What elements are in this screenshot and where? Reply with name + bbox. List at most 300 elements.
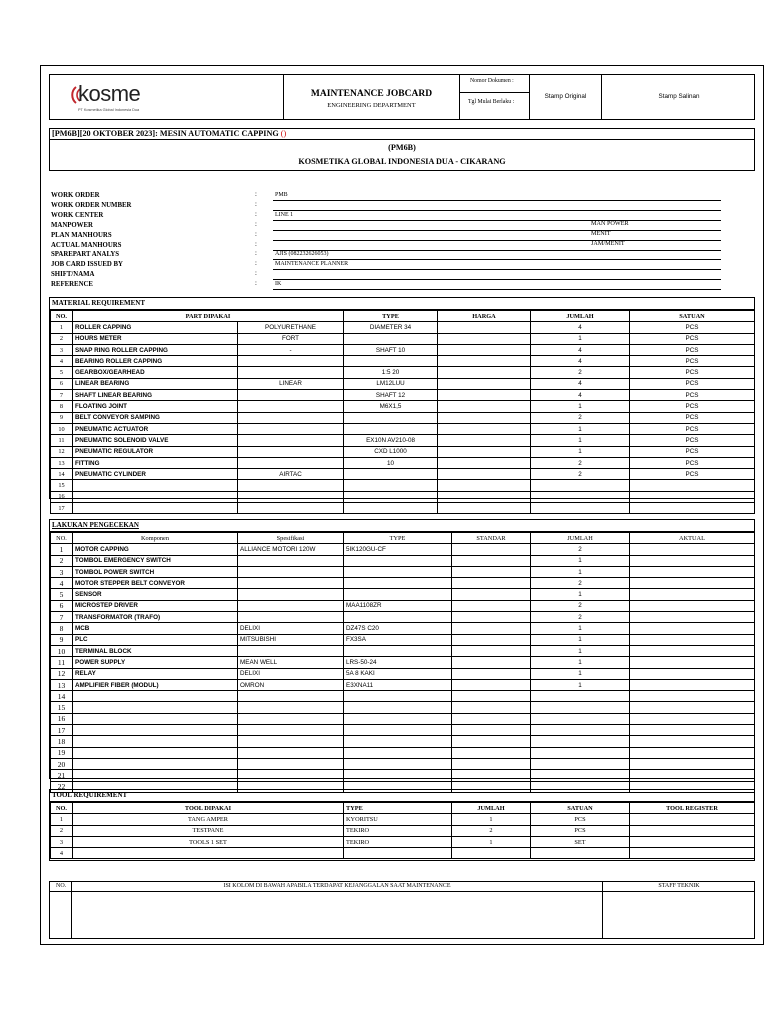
table-cell[interactable] <box>452 634 531 645</box>
table-cell[interactable] <box>452 691 531 702</box>
table-cell[interactable] <box>344 423 438 434</box>
table-cell[interactable] <box>531 702 630 713</box>
table-cell[interactable]: AIRTAC <box>238 469 344 480</box>
table-cell[interactable] <box>73 480 238 491</box>
table-cell[interactable]: 16 <box>51 491 73 502</box>
table-cell[interactable] <box>531 736 630 747</box>
table-cell[interactable]: TERMINAL BLOCK <box>73 645 238 656</box>
table-cell[interactable]: 10 <box>51 423 73 434</box>
table-cell[interactable] <box>73 770 238 781</box>
table-cell[interactable]: 7 <box>51 390 73 401</box>
table-cell[interactable] <box>438 378 531 389</box>
table-cell[interactable]: 14 <box>51 691 73 702</box>
table-cell[interactable] <box>452 600 531 611</box>
table-cell[interactable] <box>438 344 531 355</box>
table-cell[interactable] <box>630 758 755 769</box>
table-cell[interactable]: 1 <box>51 544 73 555</box>
table-cell[interactable]: SHAFT 10 <box>344 344 438 355</box>
info-value-field[interactable] <box>273 270 721 280</box>
table-cell[interactable] <box>452 713 531 724</box>
table-cell[interactable] <box>630 600 755 611</box>
table-cell[interactable]: MAA1108ZR <box>344 600 452 611</box>
table-cell[interactable] <box>73 691 238 702</box>
table-cell[interactable] <box>630 814 755 825</box>
table-cell[interactable]: AMPLIFIER FIBER (MODUL) <box>73 679 238 690</box>
table-cell[interactable]: PCS <box>630 367 755 378</box>
table-cell[interactable]: PCS <box>630 401 755 412</box>
table-cell[interactable] <box>630 770 755 781</box>
table-cell[interactable]: BEARING ROLLER CAPPING <box>73 356 238 367</box>
table-cell[interactable]: TOMBOL POWER SWITCH <box>73 566 238 577</box>
table-cell[interactable] <box>630 555 755 566</box>
table-cell[interactable]: 13 <box>51 679 73 690</box>
table-cell[interactable]: 17 <box>51 503 73 514</box>
table-cell[interactable]: 1 <box>531 634 630 645</box>
table-cell[interactable]: 1 <box>531 333 630 344</box>
table-cell[interactable] <box>238 713 344 724</box>
table-cell[interactable] <box>344 713 452 724</box>
table-cell[interactable] <box>73 736 238 747</box>
table-cell[interactable] <box>630 702 755 713</box>
table-cell[interactable]: MOTOR CAPPING <box>73 544 238 555</box>
table-cell[interactable] <box>344 356 438 367</box>
table-cell[interactable]: TRANSFORMATOR (TRAFO) <box>73 612 238 623</box>
table-cell[interactable] <box>630 725 755 736</box>
table-cell[interactable] <box>452 544 531 555</box>
table-cell[interactable]: PCS <box>630 378 755 389</box>
table-cell[interactable] <box>452 555 531 566</box>
table-cell[interactable]: M6X1,5 <box>344 401 438 412</box>
table-cell[interactable]: 2 <box>51 333 73 344</box>
table-cell[interactable] <box>630 668 755 679</box>
table-cell[interactable]: 5 <box>51 589 73 600</box>
table-cell[interactable]: 12 <box>51 668 73 679</box>
table-cell[interactable] <box>238 758 344 769</box>
table-cell[interactable]: 10 <box>51 645 73 656</box>
table-cell[interactable]: 14 <box>51 469 73 480</box>
table-cell[interactable]: 11 <box>51 435 73 446</box>
table-cell[interactable] <box>438 367 531 378</box>
table-cell[interactable] <box>452 736 531 747</box>
table-cell[interactable] <box>344 491 438 502</box>
table-cell[interactable]: ALLIANCE MOTORI 120W <box>238 544 344 555</box>
table-cell[interactable] <box>344 480 438 491</box>
table-cell[interactable]: PLC <box>73 634 238 645</box>
table-cell[interactable] <box>452 645 531 656</box>
table-cell[interactable]: 1 <box>531 401 630 412</box>
table-cell[interactable]: 2 <box>531 412 630 423</box>
table-cell[interactable]: 4 <box>51 578 73 589</box>
table-cell[interactable] <box>238 612 344 623</box>
table-cell[interactable] <box>238 367 344 378</box>
table-cell[interactable]: PCS <box>630 446 755 457</box>
table-cell[interactable]: 1 <box>531 679 630 690</box>
table-cell[interactable]: PCS <box>630 356 755 367</box>
table-cell[interactable]: TESTPANE <box>73 825 344 836</box>
table-cell[interactable] <box>73 758 238 769</box>
table-cell[interactable]: 2 <box>531 367 630 378</box>
table-cell[interactable]: 2 <box>531 578 630 589</box>
table-cell[interactable]: 16 <box>51 713 73 724</box>
table-cell[interactable]: FORT <box>238 333 344 344</box>
table-cell[interactable] <box>238 600 344 611</box>
table-cell[interactable] <box>630 848 755 859</box>
table-cell[interactable] <box>531 480 630 491</box>
table-cell[interactable]: 8 <box>51 401 73 412</box>
table-cell[interactable] <box>452 566 531 577</box>
table-cell[interactable] <box>238 446 344 457</box>
table-cell[interactable]: MOTOR STEPPER BELT CONVEYOR <box>73 578 238 589</box>
table-cell[interactable] <box>630 634 755 645</box>
table-cell[interactable]: 1 <box>51 814 73 825</box>
table-cell[interactable]: EX10N AV210-08 <box>344 435 438 446</box>
table-cell[interactable] <box>630 645 755 656</box>
table-cell[interactable]: DELIXI <box>238 623 344 634</box>
table-cell[interactable] <box>531 691 630 702</box>
table-cell[interactable] <box>73 725 238 736</box>
table-cell[interactable]: 2 <box>531 469 630 480</box>
table-cell[interactable]: 1 <box>531 446 630 457</box>
table-cell[interactable]: PCS <box>630 423 755 434</box>
table-cell[interactable] <box>238 555 344 566</box>
table-cell[interactable]: FX3SA <box>344 634 452 645</box>
table-cell[interactable] <box>438 390 531 401</box>
table-cell[interactable]: 4 <box>531 390 630 401</box>
table-cell[interactable]: 2 <box>531 612 630 623</box>
table-cell[interactable]: FITTING <box>73 457 238 468</box>
table-cell[interactable] <box>344 725 452 736</box>
table-cell[interactable] <box>438 333 531 344</box>
table-cell[interactable]: 15 <box>51 480 73 491</box>
table-cell[interactable]: 1 <box>531 589 630 600</box>
table-cell[interactable] <box>452 668 531 679</box>
table-cell[interactable]: HOURS METER <box>73 333 238 344</box>
table-cell[interactable]: 5IK120GU-CF <box>344 544 452 555</box>
table-cell[interactable]: 4 <box>531 344 630 355</box>
table-cell[interactable] <box>531 770 630 781</box>
table-cell[interactable] <box>630 612 755 623</box>
table-cell[interactable] <box>238 736 344 747</box>
table-cell[interactable]: RELAY <box>73 668 238 679</box>
staff-signature-area[interactable] <box>605 894 753 937</box>
table-cell[interactable]: 10 <box>344 457 438 468</box>
table-cell[interactable] <box>452 848 531 859</box>
table-cell[interactable]: PNEUMATIC CYLINDER <box>73 469 238 480</box>
info-value-field[interactable]: MAINTENANCE PLANNER <box>273 260 721 270</box>
table-cell[interactable]: PCS <box>531 825 630 836</box>
table-cell[interactable] <box>238 480 344 491</box>
table-cell[interactable] <box>452 725 531 736</box>
info-value-field[interactable] <box>273 201 721 211</box>
table-cell[interactable]: BELT CONVEYOR SAMPING <box>73 412 238 423</box>
table-cell[interactable]: LINEAR BEARING <box>73 378 238 389</box>
table-cell[interactable] <box>344 758 452 769</box>
table-cell[interactable] <box>438 322 531 333</box>
table-cell[interactable]: ROLLER CAPPING <box>73 322 238 333</box>
table-cell[interactable]: PNEUMATIC ACTUATOR <box>73 423 238 434</box>
table-cell[interactable] <box>238 702 344 713</box>
table-cell[interactable] <box>344 333 438 344</box>
table-cell[interactable]: 3 <box>51 566 73 577</box>
table-cell[interactable] <box>630 657 755 668</box>
table-cell[interactable]: 19 <box>51 747 73 758</box>
table-cell[interactable]: 20 <box>51 758 73 769</box>
table-cell[interactable] <box>344 555 452 566</box>
table-cell[interactable] <box>344 691 452 702</box>
table-cell[interactable] <box>73 848 344 859</box>
table-cell[interactable]: 13 <box>51 457 73 468</box>
table-cell[interactable] <box>630 679 755 690</box>
table-cell[interactable] <box>238 356 344 367</box>
table-cell[interactable]: LM12LUU <box>344 378 438 389</box>
table-cell[interactable] <box>438 446 531 457</box>
table-cell[interactable]: 2 <box>51 825 73 836</box>
table-cell[interactable] <box>630 566 755 577</box>
table-cell[interactable] <box>438 480 531 491</box>
table-cell[interactable] <box>438 435 531 446</box>
table-cell[interactable] <box>452 758 531 769</box>
info-value-field[interactable]: IK <box>273 280 721 290</box>
info-value-field[interactable] <box>273 231 721 241</box>
table-cell[interactable] <box>238 503 344 514</box>
table-cell[interactable] <box>630 544 755 555</box>
table-cell[interactable]: 1 <box>531 566 630 577</box>
table-cell[interactable]: PCS <box>630 412 755 423</box>
table-cell[interactable] <box>238 589 344 600</box>
table-cell[interactable] <box>531 758 630 769</box>
table-cell[interactable] <box>344 612 452 623</box>
table-cell[interactable] <box>344 736 452 747</box>
table-cell[interactable]: 5A 8 KAKI <box>344 668 452 679</box>
table-cell[interactable] <box>344 503 438 514</box>
table-cell[interactable] <box>344 578 452 589</box>
table-cell[interactable]: 4 <box>531 378 630 389</box>
table-cell[interactable] <box>344 589 452 600</box>
table-cell[interactable] <box>531 747 630 758</box>
table-cell[interactable] <box>438 423 531 434</box>
table-cell[interactable]: 5 <box>51 367 73 378</box>
table-cell[interactable] <box>73 503 238 514</box>
table-cell[interactable]: PCS <box>630 333 755 344</box>
table-cell[interactable] <box>238 566 344 577</box>
table-cell[interactable] <box>238 457 344 468</box>
table-cell[interactable] <box>630 623 755 634</box>
table-cell[interactable]: PCS <box>630 469 755 480</box>
table-cell[interactable] <box>452 589 531 600</box>
table-cell[interactable] <box>238 691 344 702</box>
table-cell[interactable] <box>238 435 344 446</box>
table-cell[interactable] <box>438 401 531 412</box>
table-cell[interactable] <box>630 503 755 514</box>
table-cell[interactable] <box>630 578 755 589</box>
table-cell[interactable]: 22 <box>51 781 73 792</box>
table-cell[interactable]: SHAFT 12 <box>344 390 438 401</box>
table-cell[interactable]: 1 <box>531 555 630 566</box>
table-cell[interactable]: SHAFT LINEAR BEARING <box>73 390 238 401</box>
table-cell[interactable]: 1 <box>531 657 630 668</box>
table-cell[interactable]: 21 <box>51 770 73 781</box>
table-cell[interactable] <box>630 691 755 702</box>
table-cell[interactable] <box>630 480 755 491</box>
table-cell[interactable]: 1 <box>452 814 531 825</box>
table-cell[interactable]: PCS <box>630 344 755 355</box>
table-cell[interactable]: TOOLS 1 SET <box>73 836 344 847</box>
table-cell[interactable]: 2 <box>51 555 73 566</box>
table-cell[interactable] <box>344 412 438 423</box>
table-cell[interactable]: 1 <box>531 668 630 679</box>
table-cell[interactable]: 1 <box>531 645 630 656</box>
table-cell[interactable] <box>630 825 755 836</box>
table-cell[interactable]: 18 <box>51 736 73 747</box>
table-cell[interactable] <box>238 747 344 758</box>
table-cell[interactable] <box>630 589 755 600</box>
table-cell[interactable]: MEAN WELL <box>238 657 344 668</box>
table-cell[interactable] <box>73 702 238 713</box>
table-cell[interactable]: DELIXI <box>238 668 344 679</box>
table-cell[interactable]: PNEUMATIC SOLENOID VALVE <box>73 435 238 446</box>
table-cell[interactable] <box>344 848 452 859</box>
table-cell[interactable]: 1 <box>531 423 630 434</box>
table-cell[interactable] <box>238 423 344 434</box>
table-cell[interactable] <box>452 578 531 589</box>
table-cell[interactable] <box>452 770 531 781</box>
table-cell[interactable] <box>630 491 755 502</box>
info-value-field[interactable]: PMB <box>273 191 721 201</box>
table-cell[interactable]: PCS <box>630 457 755 468</box>
table-cell[interactable]: 17 <box>51 725 73 736</box>
table-cell[interactable]: CXD L1000 <box>344 446 438 457</box>
table-cell[interactable]: 1 <box>531 435 630 446</box>
table-cell[interactable] <box>438 457 531 468</box>
table-cell[interactable]: KYORITSU <box>344 814 452 825</box>
table-cell[interactable] <box>452 623 531 634</box>
table-cell[interactable]: 1 <box>452 836 531 847</box>
table-cell[interactable] <box>531 725 630 736</box>
table-cell[interactable]: OMRON <box>238 679 344 690</box>
table-cell[interactable]: LINEAR <box>238 378 344 389</box>
table-cell[interactable] <box>438 503 531 514</box>
table-cell[interactable] <box>452 702 531 713</box>
table-cell[interactable] <box>531 491 630 502</box>
table-cell[interactable]: TEKIRO <box>344 836 452 847</box>
table-cell[interactable] <box>452 657 531 668</box>
table-cell[interactable]: 11 <box>51 657 73 668</box>
table-cell[interactable] <box>438 356 531 367</box>
table-cell[interactable] <box>438 412 531 423</box>
table-cell[interactable]: 9 <box>51 412 73 423</box>
table-cell[interactable]: 4 <box>531 322 630 333</box>
table-cell[interactable]: E3XNA11 <box>344 679 452 690</box>
table-cell[interactable]: PCS <box>630 322 755 333</box>
table-cell[interactable]: 2 <box>531 457 630 468</box>
table-cell[interactable]: 4 <box>51 848 73 859</box>
table-cell[interactable] <box>344 469 438 480</box>
info-value-field[interactable]: LINE 1 <box>273 211 721 221</box>
table-cell[interactable]: 3 <box>51 344 73 355</box>
table-cell[interactable]: 7 <box>51 612 73 623</box>
table-cell[interactable]: 4 <box>531 356 630 367</box>
table-cell[interactable]: MITSUBISHI <box>238 634 344 645</box>
table-cell[interactable]: 2 <box>452 825 531 836</box>
table-cell[interactable]: 4 <box>51 356 73 367</box>
table-cell[interactable] <box>238 770 344 781</box>
table-cell[interactable]: POLYURETHANE <box>238 322 344 333</box>
table-cell[interactable] <box>344 702 452 713</box>
table-cell[interactable] <box>73 747 238 758</box>
table-cell[interactable]: 8 <box>51 623 73 634</box>
table-cell[interactable]: GEARBOX/GEARHEAD <box>73 367 238 378</box>
table-cell[interactable] <box>238 725 344 736</box>
table-cell[interactable] <box>531 848 630 859</box>
table-cell[interactable]: POWER SUPPLY <box>73 657 238 668</box>
table-cell[interactable]: MICROSTEP DRIVER <box>73 600 238 611</box>
table-cell[interactable] <box>452 679 531 690</box>
table-cell[interactable]: LRS-50-24 <box>344 657 452 668</box>
info-value-field[interactable] <box>273 221 721 231</box>
table-cell[interactable] <box>630 736 755 747</box>
table-cell[interactable]: DZ47S C20 <box>344 623 452 634</box>
table-cell[interactable]: SNAP RING ROLLER CAPPING <box>73 344 238 355</box>
table-cell[interactable]: 12 <box>51 446 73 457</box>
table-cell[interactable]: FLOATING JOINT <box>73 401 238 412</box>
table-cell[interactable]: 2 <box>531 544 630 555</box>
table-cell[interactable] <box>344 645 452 656</box>
table-cell[interactable] <box>73 713 238 724</box>
table-cell[interactable] <box>452 612 531 623</box>
table-cell[interactable]: SET <box>531 836 630 847</box>
table-cell[interactable]: TANG AMPER <box>73 814 344 825</box>
table-cell[interactable] <box>238 401 344 412</box>
table-cell[interactable] <box>438 491 531 502</box>
table-cell[interactable] <box>630 747 755 758</box>
table-cell[interactable] <box>238 491 344 502</box>
table-cell[interactable]: MCB <box>73 623 238 634</box>
table-cell[interactable]: - <box>238 344 344 355</box>
table-cell[interactable]: 1 <box>51 322 73 333</box>
notes-input-area[interactable] <box>74 894 598 937</box>
table-cell[interactable]: 6 <box>51 600 73 611</box>
table-cell[interactable] <box>344 747 452 758</box>
table-cell[interactable] <box>630 713 755 724</box>
info-value-field[interactable] <box>273 241 721 251</box>
table-cell[interactable] <box>344 566 452 577</box>
table-cell[interactable]: 6 <box>51 378 73 389</box>
table-cell[interactable] <box>438 469 531 480</box>
table-cell[interactable]: TEKIRO <box>344 825 452 836</box>
table-cell[interactable]: PCS <box>630 435 755 446</box>
table-cell[interactable]: SENSOR <box>73 589 238 600</box>
table-cell[interactable] <box>344 770 452 781</box>
table-cell[interactable] <box>238 578 344 589</box>
table-cell[interactable]: DIAMETER 34 <box>344 322 438 333</box>
table-cell[interactable] <box>531 713 630 724</box>
table-cell[interactable]: 3 <box>51 836 73 847</box>
table-cell[interactable]: 9 <box>51 634 73 645</box>
table-cell[interactable] <box>238 645 344 656</box>
table-cell[interactable] <box>531 503 630 514</box>
table-cell[interactable]: 2 <box>531 600 630 611</box>
table-cell[interactable]: 1:5 20 <box>344 367 438 378</box>
table-cell[interactable]: PNEUMATIC REGULATOR <box>73 446 238 457</box>
table-cell[interactable]: 1 <box>531 623 630 634</box>
table-cell[interactable]: 15 <box>51 702 73 713</box>
table-cell[interactable] <box>630 836 755 847</box>
table-cell[interactable] <box>238 390 344 401</box>
table-cell[interactable] <box>238 412 344 423</box>
table-cell[interactable]: PCS <box>630 390 755 401</box>
table-cell[interactable]: TOMBOL EMERGENCY SWITCH <box>73 555 238 566</box>
table-cell[interactable]: PCS <box>531 814 630 825</box>
